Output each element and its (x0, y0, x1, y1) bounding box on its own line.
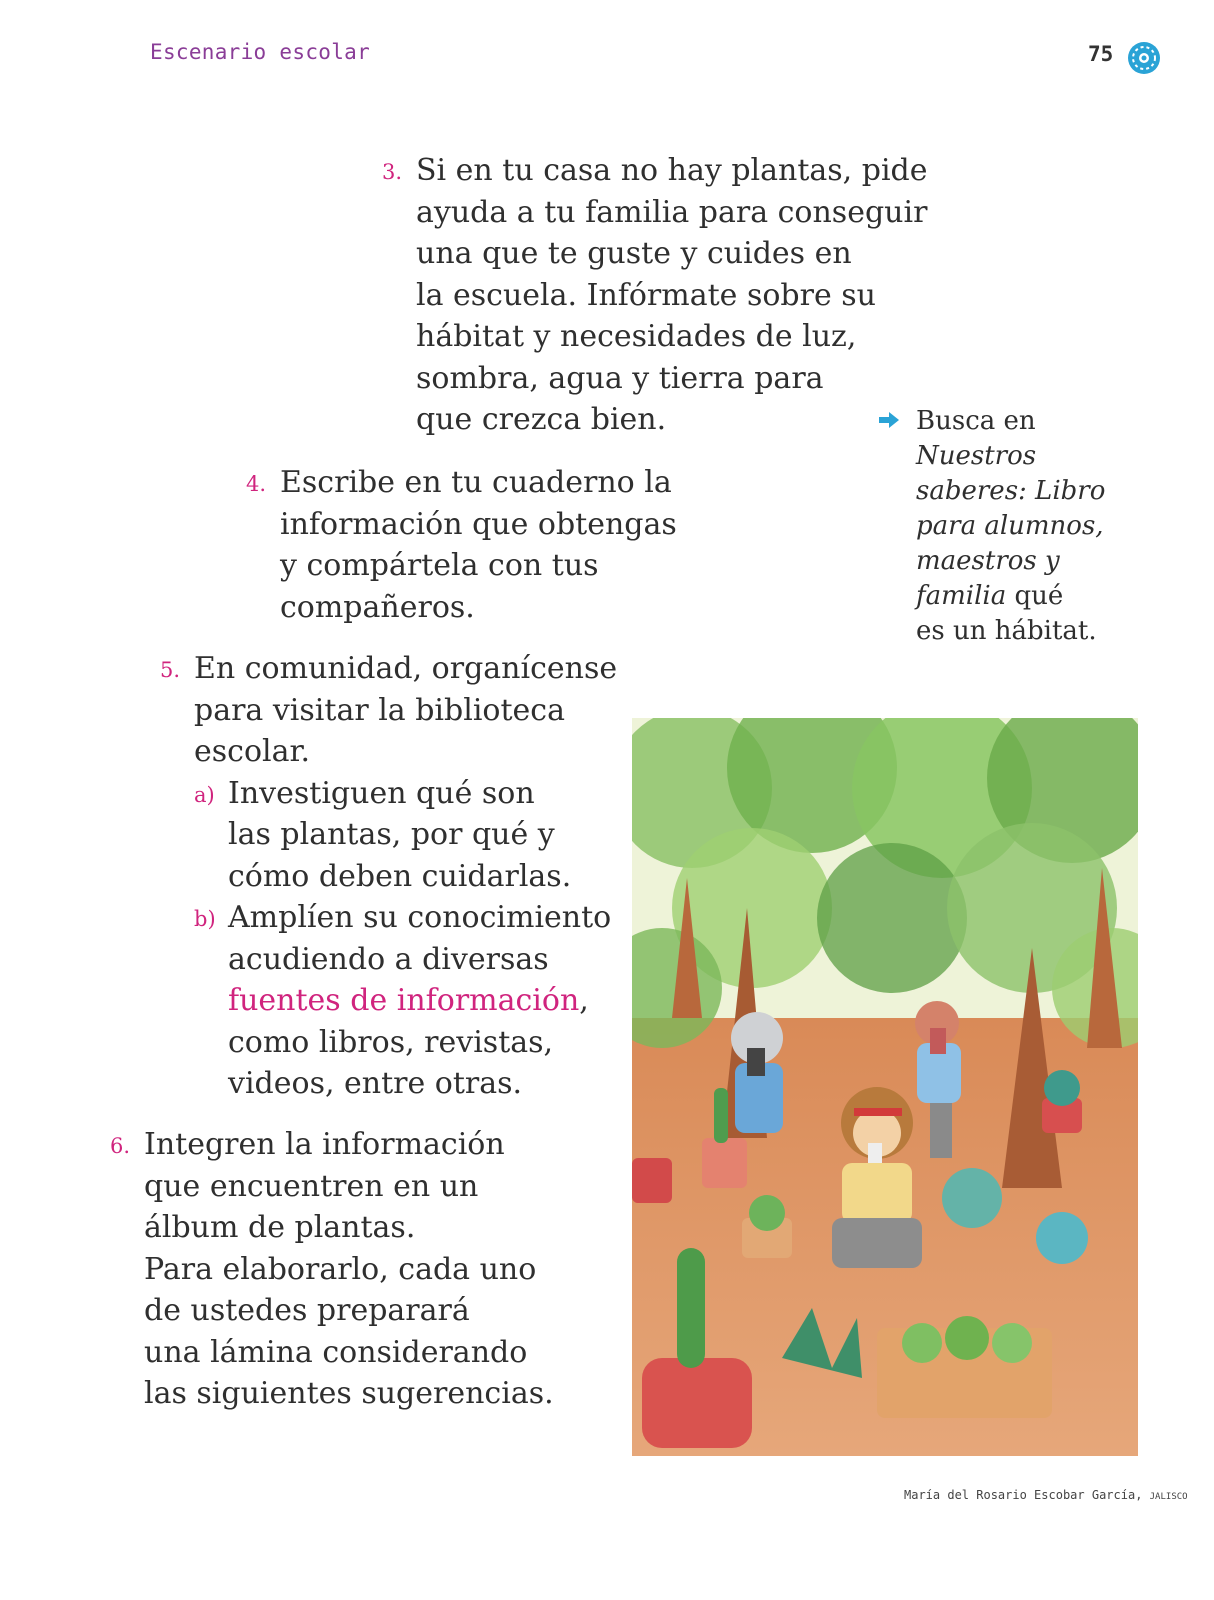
item3-line: una que te guste y cuides en (416, 236, 852, 271)
item3-line: Si en tu casa no hay plantas, pide (416, 153, 928, 188)
item4-line: información que obtengas (280, 506, 677, 542)
book-title-part: Nuestros (916, 441, 1037, 471)
sidebar-line: es un hábitat. (916, 616, 1097, 646)
item-number-4: 4. (246, 472, 267, 496)
flower-ornament-icon (1126, 40, 1162, 76)
sub-b-line: como libros, revistas, (228, 1024, 554, 1060)
book-title-part: familia (916, 581, 1007, 611)
sidebar-line-mixed (880, 579, 1105, 614)
arrow-right-icon (878, 412, 900, 428)
sidebar-text: qué (1006, 581, 1064, 611)
book-title-part: para alumnos, (916, 511, 1104, 541)
comma: , (579, 983, 589, 1018)
sidebar-line: Busca en (916, 406, 1036, 436)
item6-line: que encuentren en un (144, 1168, 479, 1204)
item3-line: ayuda a tu familia para conseguir (416, 194, 928, 230)
sub-b-line: acudiendo a diversas (228, 941, 549, 977)
page-number: 75 (1088, 42, 1114, 66)
book-title-part: saberes: Libro (916, 476, 1106, 506)
instruction-item-6 (110, 1124, 554, 1415)
illustration-credit (904, 1488, 1188, 1502)
sub-a-line: Investiguen qué son (228, 775, 535, 811)
item6-line: las siguientes sugerencias. (144, 1376, 554, 1411)
item3-line: sombra, agua y tierra para (416, 360, 824, 396)
instruction-item-5 (160, 648, 618, 1105)
item6-line: Para elaborarlo, cada uno (144, 1251, 537, 1287)
item5-line: escolar. (194, 734, 311, 769)
item5-line: En comunidad, organícense (194, 651, 618, 686)
header-section-title: Escenario escolar (150, 40, 371, 64)
sub-item-letter-a: a) (194, 782, 215, 807)
item6-line: una lámina considerando (144, 1334, 528, 1370)
item6-line: álbum de plantas. (144, 1210, 416, 1245)
sidebar-line-italic (880, 509, 1105, 544)
credit-name: María del Rosario Escobar García, (904, 1488, 1150, 1502)
item4-line: y compártela con tus (280, 548, 599, 583)
instruction-item-3 (382, 150, 928, 441)
item6-line: Integren la información (144, 1127, 505, 1162)
item4-line: compañeros. (280, 589, 475, 625)
item-number-3: 3. (382, 160, 403, 184)
item3-line: la escuela. Infórmate sobre su (416, 277, 876, 313)
item4-line: Escribe en tu cuaderno la (280, 465, 672, 500)
item3-line: hábitat y necesidades de luz, (416, 319, 857, 354)
sub-item-letter-b: b) (194, 907, 216, 931)
sub-a-line: cómo deben cuidarlas. (228, 858, 572, 894)
item-number-6: 6. (110, 1134, 131, 1158)
sidebar-line-italic (880, 439, 1105, 474)
sub-b-line-link (228, 980, 617, 1022)
item3-line: que crezca bien. (416, 402, 667, 437)
sub-b-line: videos, entre otras. (228, 1066, 523, 1101)
item-number-5: 5. (160, 658, 181, 682)
sub-b-line: Amplíen su conocimiento (228, 900, 612, 935)
sidebar-line-italic (880, 474, 1105, 509)
sub-item-b (194, 897, 617, 1105)
credit-place: JALISCO (1149, 1492, 1188, 1502)
item5-line: para visitar la biblioteca (194, 692, 565, 728)
sub-item-a (194, 773, 617, 898)
book-title-part: maestros y (916, 546, 1060, 576)
sidebar-note (880, 404, 1105, 649)
children-photographing-plants-illustration (632, 718, 1138, 1456)
glossary-term-link[interactable]: fuentes de información (228, 983, 580, 1018)
instruction-item-4 (246, 462, 677, 628)
sidebar-line-italic (880, 544, 1105, 579)
item6-line: de ustedes preparará (144, 1293, 470, 1328)
sub-a-line: las plantas, por qué y (228, 817, 555, 852)
